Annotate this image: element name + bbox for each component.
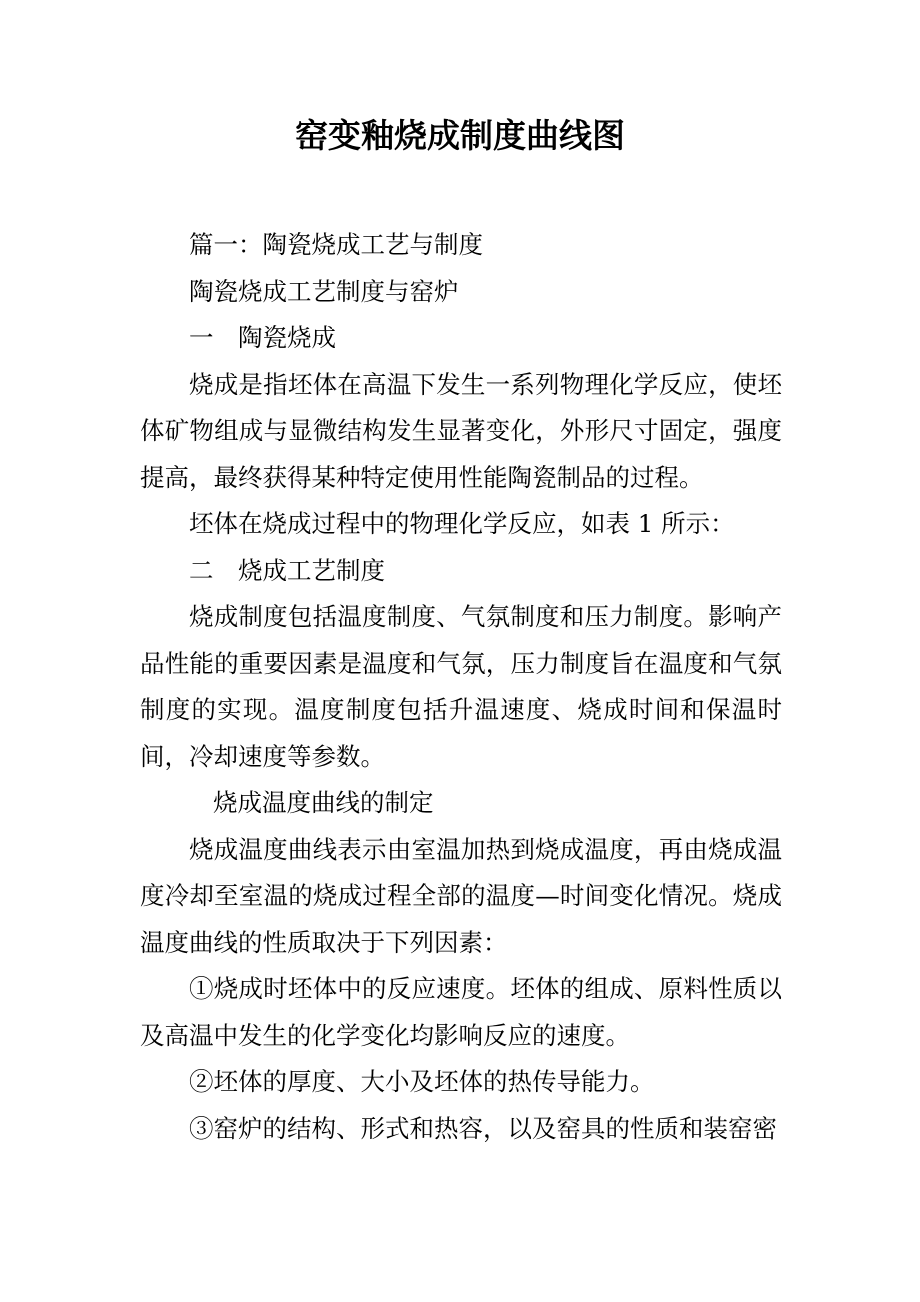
subsection-heading-curve: 烧成温度曲线的制定 xyxy=(213,788,434,817)
section-heading-1: 一 陶瓷烧成 xyxy=(189,323,336,352)
section-heading-2: 二 烧成工艺制度 xyxy=(189,555,385,585)
list-item-3: ③窑炉的结构、形式和热容，以及窑具的性质和装窑密 xyxy=(189,1113,777,1143)
section-heading-part1: 篇一：陶瓷烧成工艺与制度 xyxy=(189,230,483,259)
paragraph-definition: 烧成是指坯体在高温下发生一系列物理化学反应，使坯体矿物组成与显微结构发生显著变化，外形尺寸固定，强度提高，最终获得某种特定使用性能陶瓷制品的过程。 xyxy=(140,369,782,492)
paragraph-reactions: 坯体在烧成过程中的物理化学反应，如表 1 所示： xyxy=(189,509,735,538)
document-body xyxy=(140,222,782,1152)
list-item-2: ②坯体的厚度、大小及坯体的热传导能力。 xyxy=(189,1067,655,1096)
paragraph-curve-definition: 烧成温度曲线表示由室温加热到烧成温度，再由烧成温度冷却至室温的烧成过程全部的温度—时间变化情况。烧成温度曲线的性质取决于下列因素： xyxy=(140,834,782,957)
document-title: 窑变釉烧成制度曲线图 xyxy=(295,116,625,155)
subtitle: 陶瓷烧成工艺制度与窑炉 xyxy=(189,276,459,306)
paragraph-firing-system: 烧成制度包括温度制度、气氛制度和压力制度。影响产品性能的重要因素是温度和气氛，压力制度旨在温度和气氛制度的实现。温度制度包括升温速度、烧成时间和保温时间，冷却速度等参数。 xyxy=(140,602,782,771)
list-item-1: ①烧成时坯体中的反应速度。坯体的组成、原料性质以及高温中发生的化学变化均影响反应的速度。 xyxy=(140,974,782,1050)
